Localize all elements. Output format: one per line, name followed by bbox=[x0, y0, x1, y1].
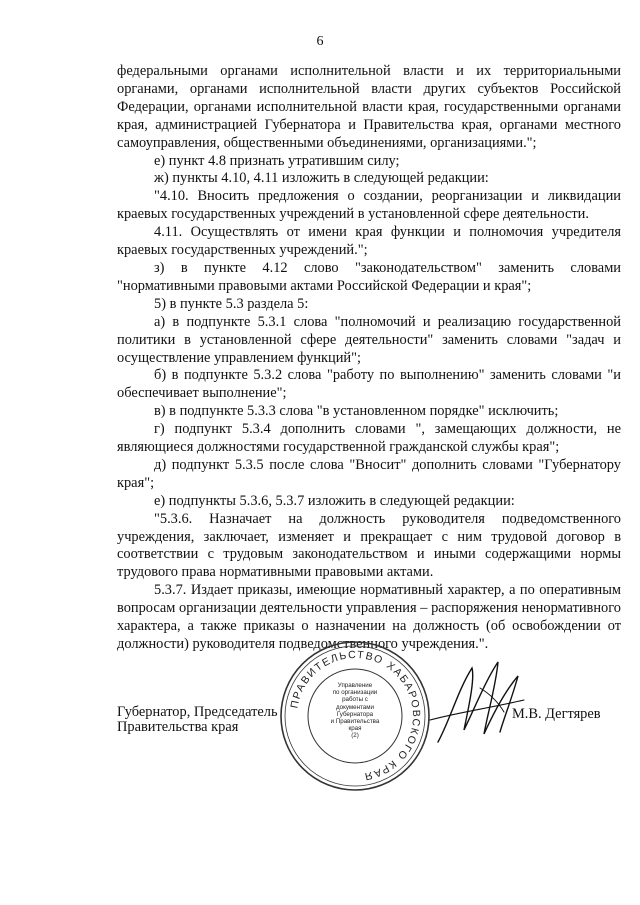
signatory-position bbox=[117, 705, 278, 735]
paragraph: д) подпункт 5.3.5 после слова "Вносит" дополнить словами "Губернатору края"; bbox=[117, 456, 621, 491]
signatory-name: М.В. Дегтярев bbox=[512, 706, 601, 722]
paragraph: "4.10. Вносить предложения о создании, реорганизации и ликвидации краевых государственных учреждений в установленной сфере деятельности. bbox=[117, 188, 621, 223]
seal-inner-text bbox=[327, 682, 383, 740]
signature-scribble bbox=[420, 650, 530, 760]
seal-line: края bbox=[348, 725, 362, 733]
paragraph: г) подпункт 5.3.4 дополнить словами ", замещающих должности, не являющиеся должностями государственной гражданской службы края"; bbox=[117, 421, 621, 456]
paragraph: в) в подпункте 5.3.3 слова "в установленном порядке" исключить; bbox=[154, 403, 559, 420]
seal-line: по организации bbox=[332, 689, 378, 697]
seal-line: Управление bbox=[337, 682, 373, 689]
paragraph: е) подпункты 5.3.6, 5.3.7 изложить в следующей редакции: bbox=[154, 492, 515, 509]
paragraph: а) в подпункте 5.3.1 слова "полномочий и реализацию государственной политики в установленной сфере деятельности" заменить словами "задач и осуществление управлением функций"; bbox=[117, 313, 621, 366]
seal-line: (2) bbox=[351, 732, 359, 740]
official-seal bbox=[275, 636, 435, 796]
document-body bbox=[117, 63, 621, 654]
paragraph: е) пункт 4.8 признать утратившим силу; bbox=[154, 152, 400, 169]
paragraph: 5) в пункте 5.3 раздела 5: bbox=[154, 295, 309, 312]
paragraph: 4.11. Осуществлять от имени края функции и полномочия учредителя краевых государственных учреждений."; bbox=[117, 224, 621, 259]
paragraph: з) в пункте 4.12 слово "законодательством" заменить словами "нормативными правовыми актами Российской Федерации и края"; bbox=[117, 259, 621, 294]
signatory-position-line: Губернатор, Председатель bbox=[117, 704, 278, 720]
paragraph: федеральными органами исполнительной власти и их территориальными органами, органами исполнительной власти других субъектов Российской Федерации, органами исполнительной власти края, государственными органами края, администрацией Губернатора и Правительства края, органами местного самоуправления, общественными объединениями, организациями."; bbox=[117, 63, 621, 151]
page-number: 6 bbox=[316, 34, 324, 49]
seal-line: Губернатора bbox=[336, 710, 374, 718]
paragraph: 5.3.7. Издает приказы, имеющие нормативный характер, а по оперативным вопросам организации деятельности управления – распоряжения ненормативного характера, а также приказы о назначении на должность (об освобождении от должности) руководителя подведомственного учреждения.". bbox=[117, 582, 621, 652]
seal-line: работы с документами bbox=[336, 696, 374, 711]
paragraph: б) в подпункте 5.3.2 слова "работу по выполнению" заменить словами "и обеспечивает выполнение"; bbox=[117, 367, 621, 402]
handwritten-signature bbox=[420, 650, 530, 760]
paragraph: ж) пункты 4.10, 4.11 изложить в следующей редакции: bbox=[154, 170, 489, 187]
seal-ring-text: ПРАВИТЕЛЬСТВО ХАБАРОВСКОГО КРАЯ bbox=[288, 648, 423, 783]
signatory-position-line: Правительства края bbox=[117, 719, 239, 735]
paragraph: "5.3.6. Назначает на должность руководителя подведомственного учреждения, заключает, изменяет и прекращает с ним трудовой договор в соответствии с трудовым законодательством и иными содержащими нормы трудового права нормативными правовыми актами. bbox=[117, 510, 621, 581]
seal-line: и Правительства bbox=[330, 718, 380, 726]
